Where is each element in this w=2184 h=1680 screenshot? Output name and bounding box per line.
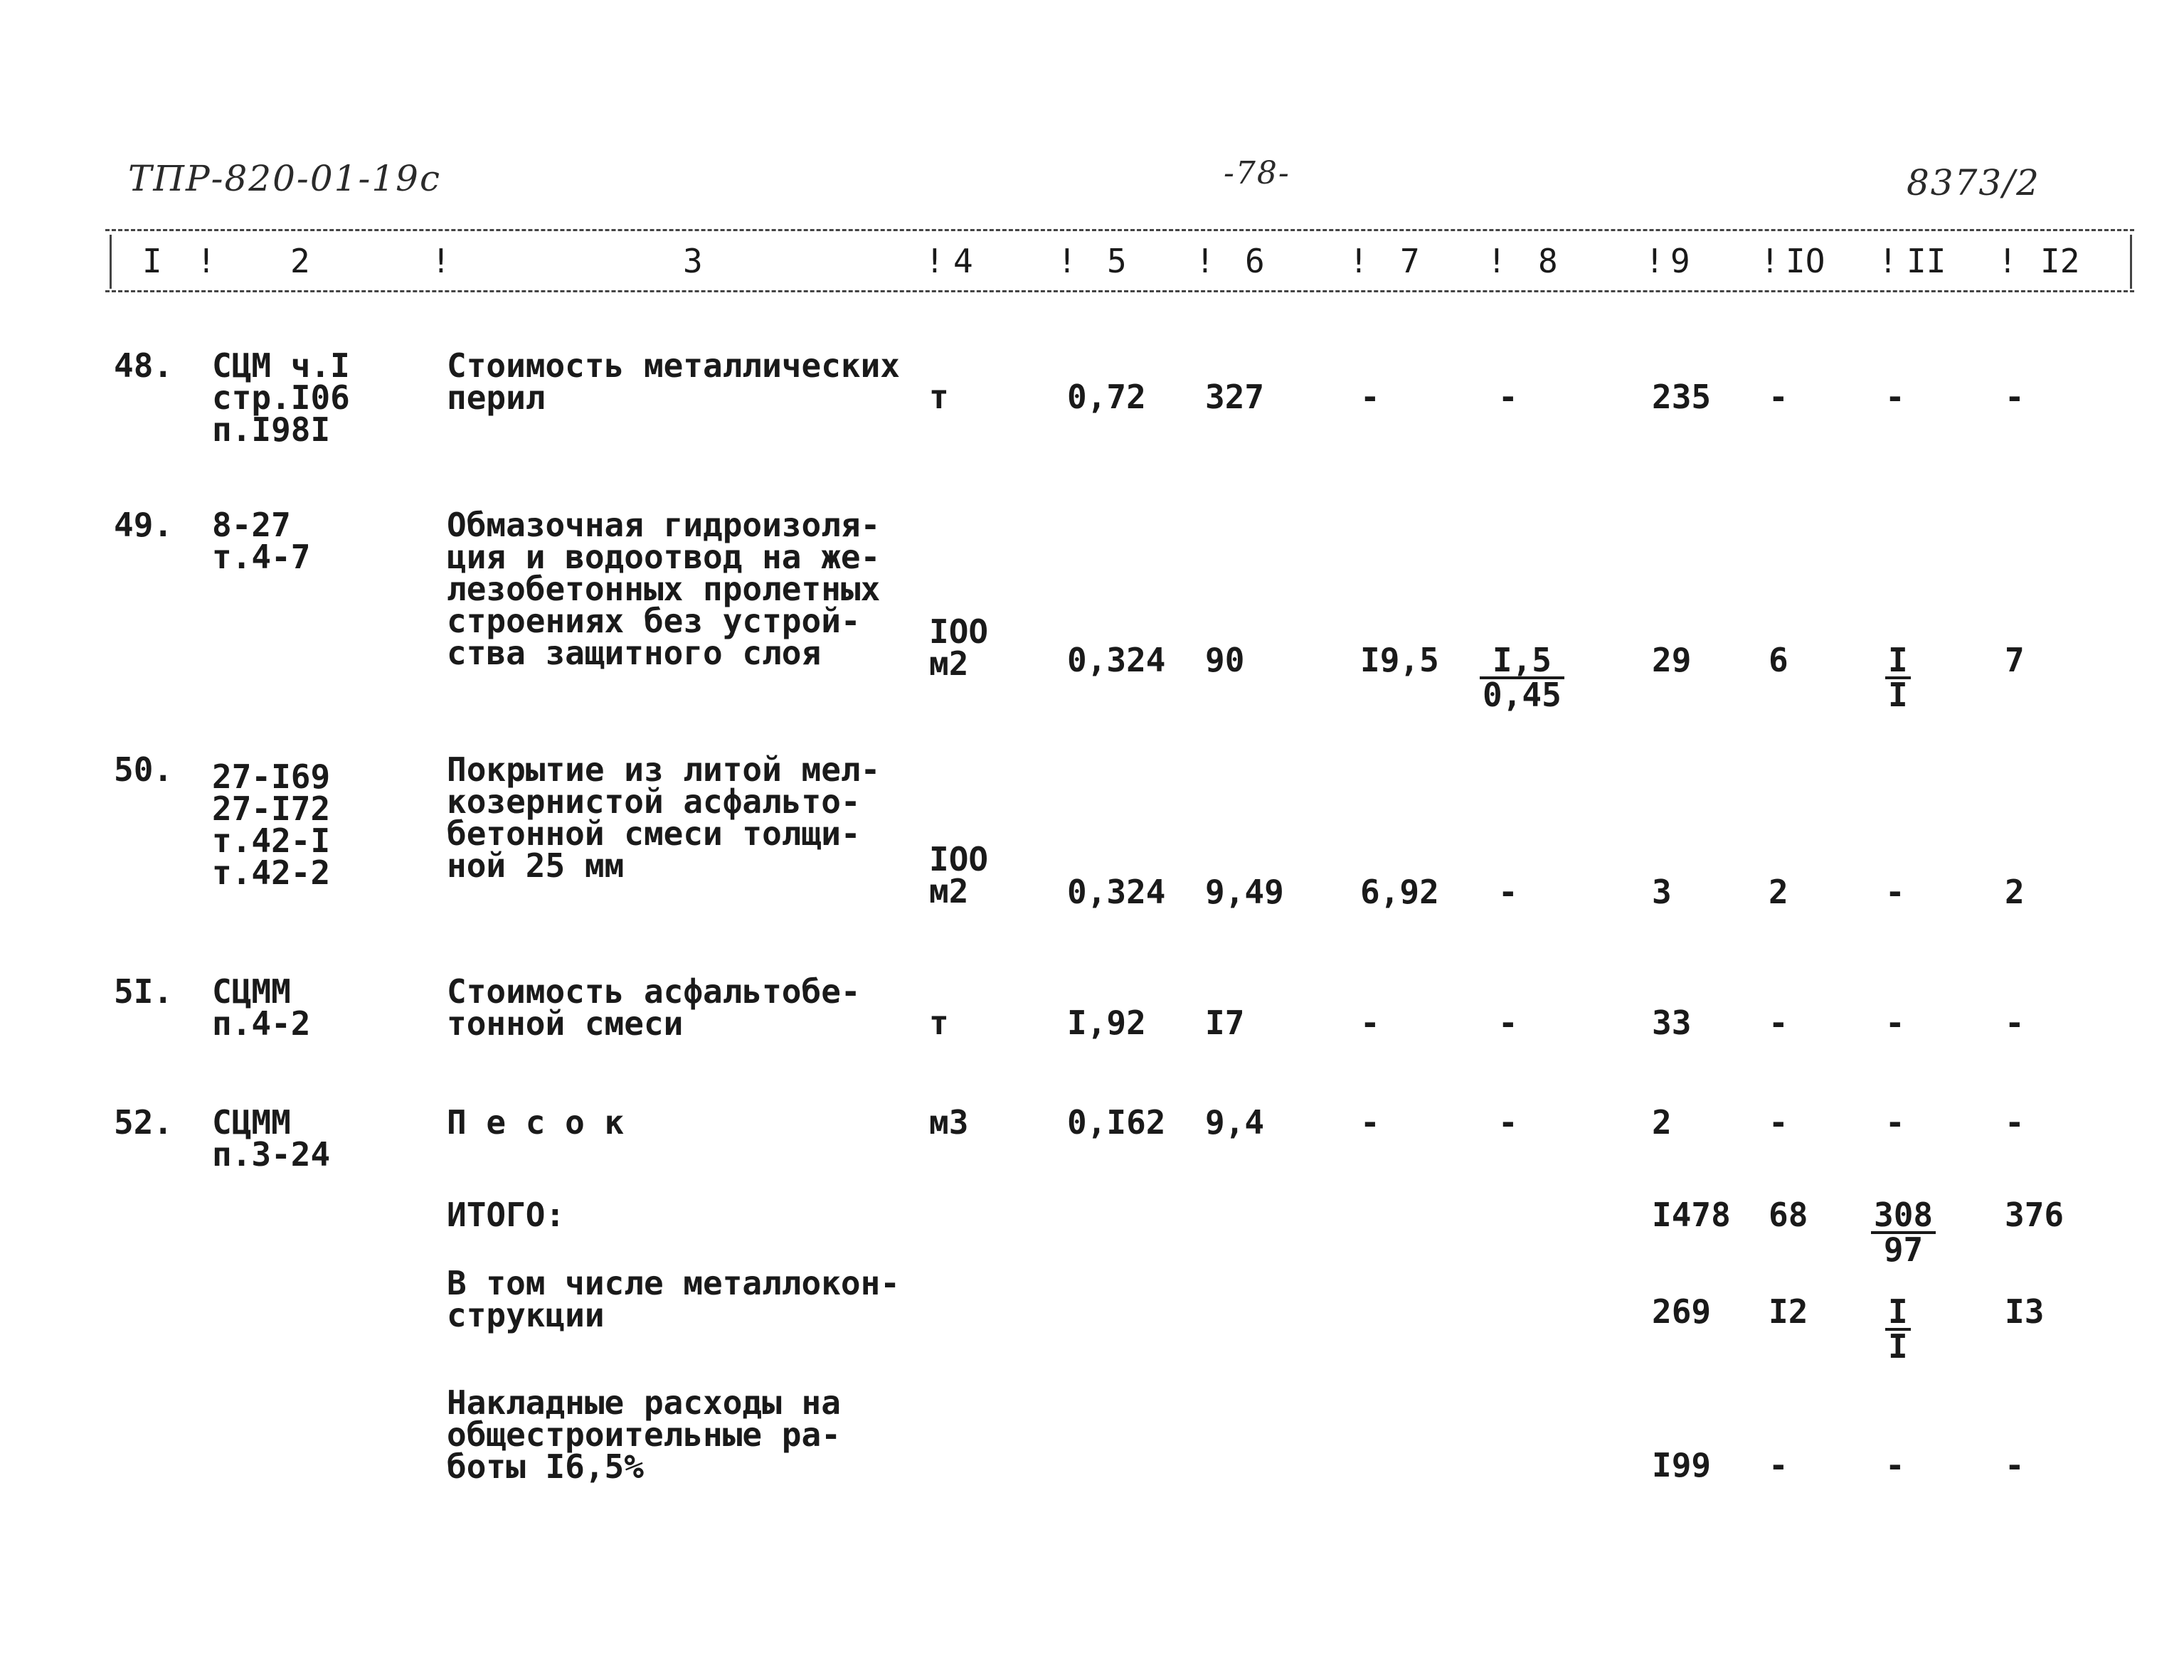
cell-col-7: - [1360,1004,1380,1042]
cell-col-5: 0,324 [1067,873,1166,911]
work-description: Покрытие из литой мел- козернистой асфальто- бетонной смеси толщи- ной 25 мм [447,750,881,885]
unit: IOO м2 [929,612,989,683]
column-separator: ! [1057,242,1077,280]
cell-col-11: - [1885,1103,1905,1142]
column-header-8: 8 [1538,242,1558,280]
cell-col-9: I99 [1652,1446,1712,1484]
cell-col-6: I7 [1205,1004,1245,1042]
fraction-numerator: I,5 [1480,644,1564,679]
fraction-numerator: I [1885,1296,1911,1331]
column-separator: ! [1998,242,2018,280]
cell-col-8: - [1498,1103,1518,1142]
column-header-12: I2 [2040,242,2080,280]
cell-col-6: 327 [1205,378,1265,416]
cell-col-11-fraction [1871,1196,1936,1269]
cell-col-12: - [2005,1103,2025,1142]
column-separator: ! [1349,242,1369,280]
page-number: -78- [1224,155,1290,191]
cell-col-10: - [1769,1446,1788,1484]
cell-col-8: - [1498,1004,1518,1042]
cell-col-11-fraction [1885,641,1911,714]
cell-col-11: - [1885,1446,1905,1484]
column-header-1: I [142,242,162,280]
work-description: Стоимость асфальтобе- тонной смеси [447,972,861,1043]
cell-col-12: 7 [2005,641,2025,679]
unit: IOO м2 [929,840,989,910]
sheet-number: 8373/2 [1907,162,2040,203]
cell-col-9: 29 [1652,641,1692,679]
unit: т [929,1004,949,1042]
cell-col-9: 235 [1652,378,1712,416]
column-header-3: 3 [683,242,703,280]
column-separator: ! [1760,242,1780,280]
cell-col-10: 68 [1769,1196,1808,1234]
column-header-6: 6 [1245,242,1265,280]
header-edge-right [2130,235,2132,289]
column-header-9: 9 [1670,242,1690,280]
cell-col-6: 9,4 [1205,1103,1265,1142]
header-edge-left [110,235,112,289]
column-separator: ! [925,242,945,280]
cell-col-12: - [2005,378,2025,416]
row-number: 5I. [114,972,174,1011]
cell-col-9: 33 [1652,1004,1692,1042]
fraction-numerator: 308 [1871,1199,1936,1234]
cell-col-7: I9,5 [1360,641,1439,679]
rate-code: СЦММ п.3-24 [212,1103,331,1174]
cell-col-10: 2 [1769,873,1788,911]
column-header-7: 7 [1400,242,1420,280]
cell-col-5: 0,324 [1067,641,1166,679]
column-header-2: 2 [290,242,310,280]
rate-code: СЦМ ч.I стр.I06 п.I98I [212,346,350,449]
cell-col-10: - [1769,1103,1788,1142]
column-separator: ! [1487,242,1507,280]
cell-col-12: - [2005,1446,2025,1484]
fraction-denominator: I [1888,676,1908,714]
cell-col-10: - [1769,378,1788,416]
work-description: П е с о к [447,1103,625,1142]
cell-col-7: 6,92 [1360,873,1439,911]
cell-col-5: I,92 [1067,1004,1146,1042]
cell-col-8-fraction [1480,641,1564,714]
cell-col-6: 9,49 [1205,873,1284,911]
cell-col-11-fraction [1885,1292,1911,1366]
rate-code: 27-I69 27-I72 т.42-I т.42-2 [212,757,331,892]
cell-col-8: - [1498,378,1518,416]
fraction-denominator: 97 [1883,1230,1924,1269]
cell-col-12: 2 [2005,873,2025,911]
cell-col-5: 0,I62 [1067,1103,1166,1142]
work-description: Стоимость металлических перил [447,346,900,417]
cell-col-7: - [1360,378,1380,416]
cell-col-10: - [1769,1004,1788,1042]
fraction-denominator: I [1888,1327,1908,1366]
cell-col-9: I478 [1652,1196,1731,1234]
cell-col-12: 376 [2005,1196,2064,1234]
column-separator: ! [196,242,216,280]
column-header-11: II [1907,242,1946,280]
row-number: 49. [114,506,174,544]
unit: т [929,378,949,416]
column-separator: ! [1195,242,1215,280]
column-header-10: IO [1786,242,1825,280]
rate-code: 8-27 т.4-7 [212,506,311,576]
column-separator: ! [1645,242,1665,280]
column-separator: ! [431,242,451,280]
fraction-numerator: I [1885,644,1911,679]
header-rule-top [105,229,2134,231]
unit: м3 [929,1103,969,1142]
column-header-4: 4 [953,242,973,280]
cell-col-9: 2 [1652,1103,1672,1142]
header-rule-bottom [105,290,2134,292]
document-code: ТПР-820-01-19с [128,158,441,199]
cell-col-10: I2 [1769,1292,1808,1331]
row-number: 50. [114,750,174,789]
cell-col-12: - [2005,1004,2025,1042]
cell-col-12: I3 [2005,1292,2045,1331]
rate-code: СЦММ п.4-2 [212,972,311,1043]
cell-col-8: - [1498,873,1518,911]
cell-col-7: - [1360,1103,1380,1142]
cell-col-11: - [1885,378,1905,416]
row-number: 52. [114,1103,174,1142]
cell-col-11: - [1885,873,1905,911]
metal-structures-label: В том числе металлокон- струкции [447,1264,900,1334]
cell-col-9: 3 [1652,873,1672,911]
totals-label: ИТОГО: [447,1196,566,1234]
overhead-label: Накладные расходы на общестроительные ра- боты I6,5% [447,1383,841,1486]
work-description: Обмазочная гидроизоля- ция и водоотвод на же- лезобетонных пролетных строениях без устрой- ства защитного слоя [447,506,881,672]
cell-col-9: 269 [1652,1292,1712,1331]
column-separator: ! [1878,242,1898,280]
row-number: 48. [114,346,174,385]
fraction-denominator: 0,45 [1483,676,1562,714]
cell-col-6: 90 [1205,641,1245,679]
cell-col-5: 0,72 [1067,378,1146,416]
cell-col-10: 6 [1769,641,1788,679]
cell-col-11: - [1885,1004,1905,1042]
column-header-5: 5 [1107,242,1127,280]
